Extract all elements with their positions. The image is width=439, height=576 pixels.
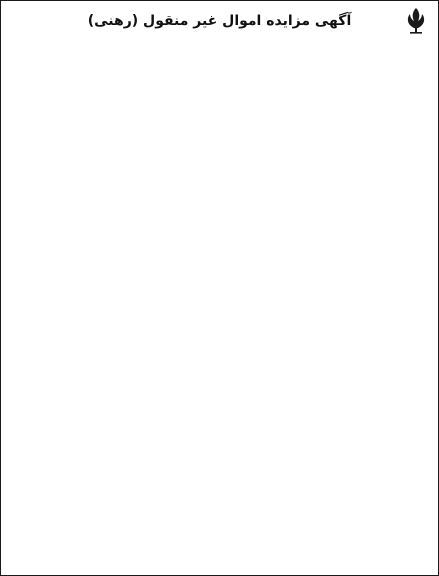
iran-emblem-icon xyxy=(402,5,430,35)
notice-title: آگهی مزایده اموال غیر منقول (رهنی) xyxy=(87,13,352,29)
notice-footer xyxy=(9,549,430,569)
notice-header xyxy=(7,5,432,37)
notice-body xyxy=(9,41,430,543)
